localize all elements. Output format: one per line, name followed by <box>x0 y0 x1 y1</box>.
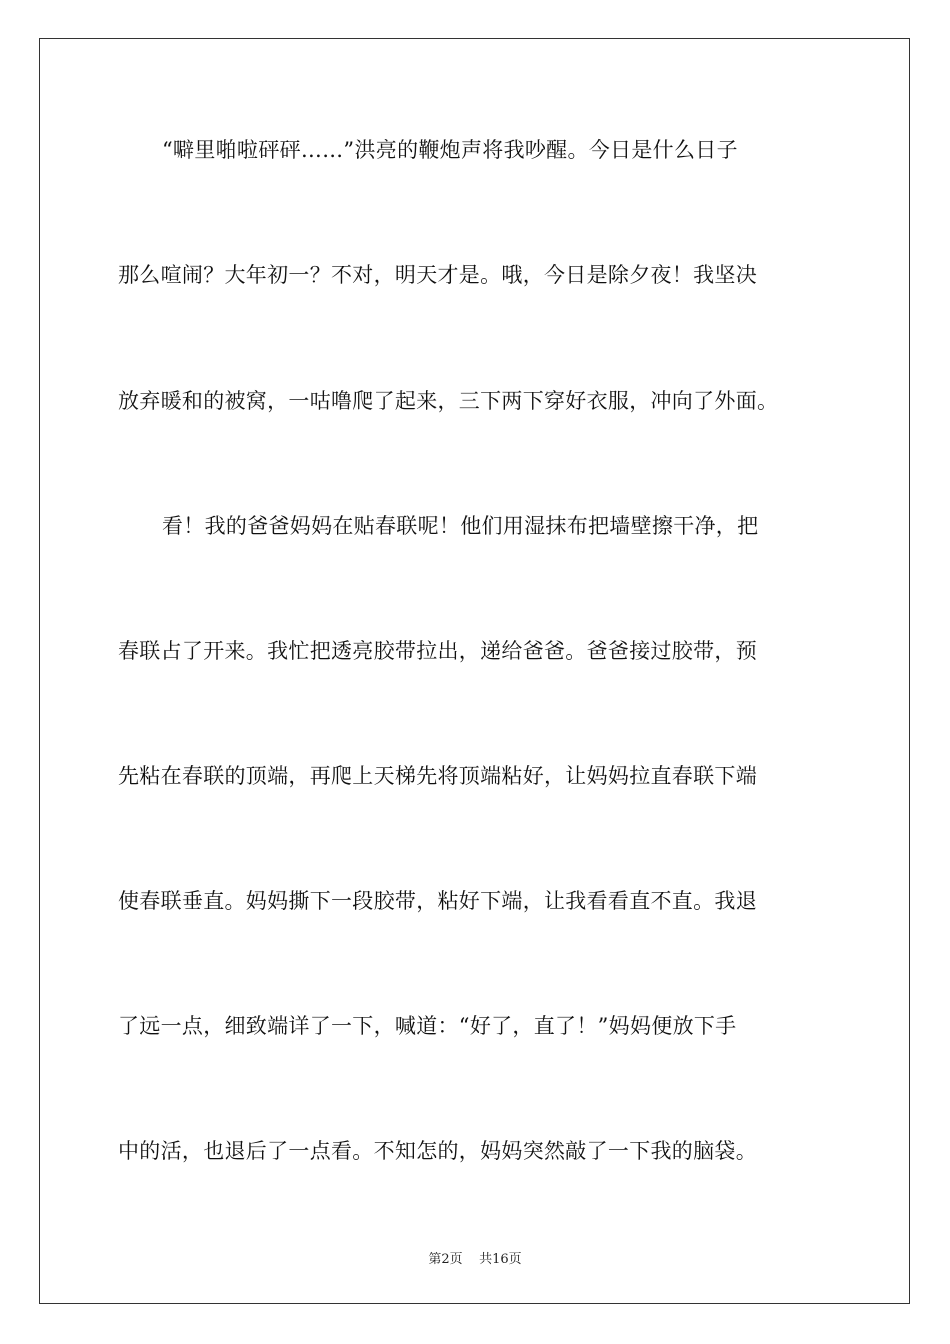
paragraph-line: 放弃暖和的被窝，一咕噜爬了起来，三下两下穿好衣服，冲向了外面。 <box>118 389 779 413</box>
page-footer <box>0 1248 950 1267</box>
page-number: 第2页 <box>428 1252 463 1267</box>
paragraph-line: 春联占了开来。我忙把透亮胶带拉出，递给爸爸。爸爸接过胶带，预 <box>118 639 757 663</box>
paragraph-line: 那么喧闹？大年初一？不对，明天才是。哦，今日是除夕夜！我坚决 <box>118 263 757 287</box>
paragraph-line: 先粘在春联的顶端，再爬上天梯先将顶端粘好，让妈妈拉直春联下端 <box>118 764 757 788</box>
paragraph-line: “噼里啪啦砰砰……”洪亮的鞭炮声将我吵醒。今日是什么日子 <box>162 138 738 162</box>
paragraph-line: 中的活，也退后了一点看。不知怎的，妈妈突然敲了一下我的脑袋。 <box>118 1139 757 1163</box>
paragraph-line: 看！我的爸爸妈妈在贴春联呢！他们用湿抹布把墙壁擦干净，把 <box>162 514 759 538</box>
paragraph-line: 了远一点，细致端详了一下，喊道：“好了，直了！”妈妈便放下手 <box>118 1014 737 1038</box>
paragraph-line: 使春联垂直。妈妈撕下一段胶带，粘好下端，让我看看直不直。我退 <box>118 889 757 913</box>
page-frame <box>39 38 910 1304</box>
page-total: 共16页 <box>479 1252 522 1267</box>
